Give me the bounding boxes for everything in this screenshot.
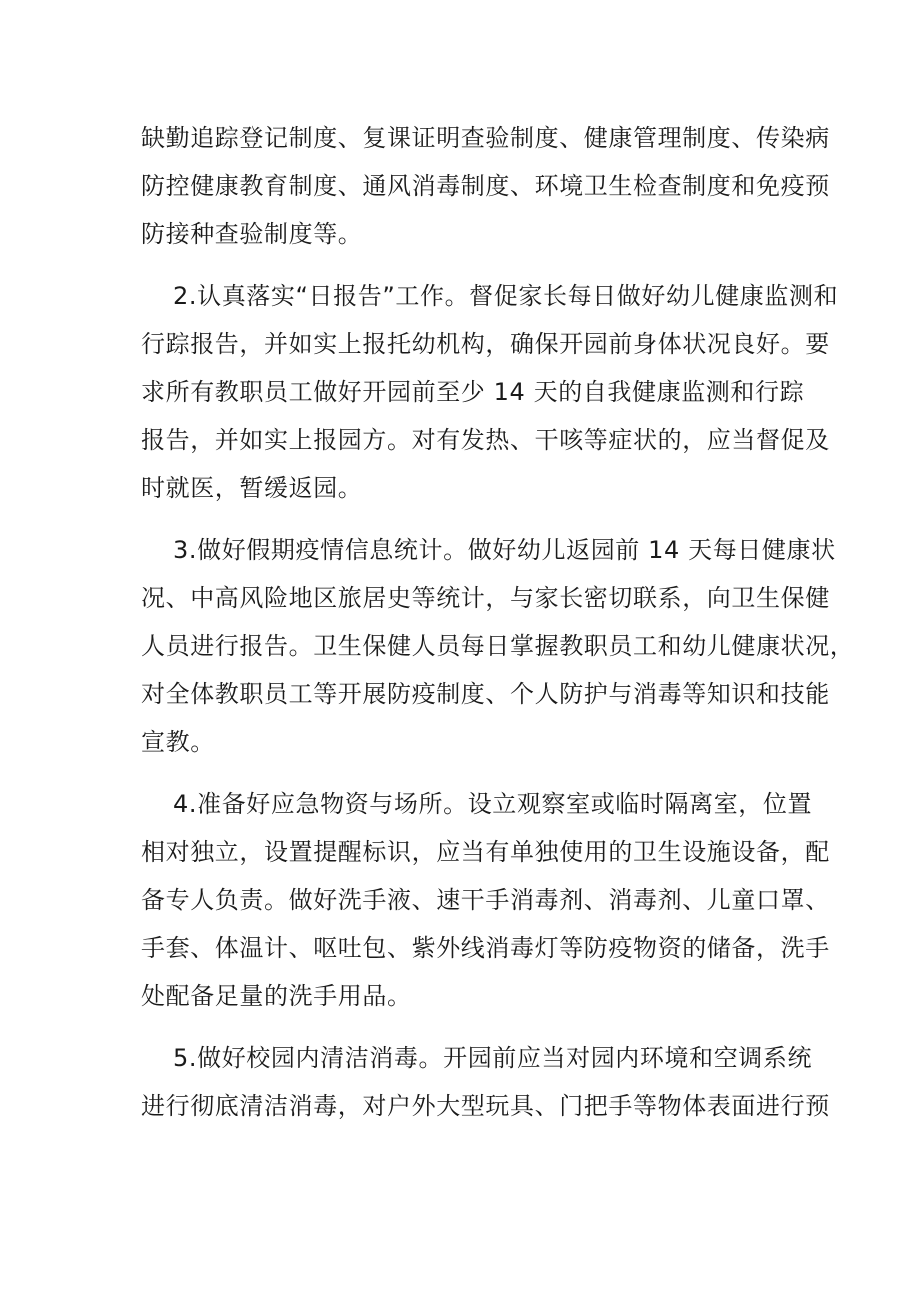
text-line: 进行彻底清洁消毒，对户外大型玩具、门把手等物体表面进行预 [141,1092,830,1120]
text-line: 缺勤追踪登记制度、复课证明查验制度、健康管理制度、传染病 [141,124,830,152]
text-line: 3.做好假期疫情信息统计。做好幼儿返园前 14 天每日健康状 [173,536,836,564]
text-line: 报告，并如实上报园方。对有发热、干咳等症状的，应当督促及 [141,426,830,454]
paragraph-5 [141,1034,830,1130]
text-line: 4.准备好应急物资与场所。设立观察室或临时隔离室，位置 [173,790,813,818]
text-line: 人员进行报告。卫生保健人员每日掌握教职员工和幼儿健康状况， [141,632,855,660]
text-line: 宣教。 [141,728,215,756]
paragraph-1 [141,114,830,258]
text-line: 2.认真落实“日报告”工作。督促家长每日做好幼儿健康监测和 [173,282,839,310]
text-line: 相对独立，设置提醒标识，应当有单独使用的卫生设施设备，配 [141,838,830,866]
text-line: 5.做好校园内清洁消毒。开园前应当对园内环境和空调系统 [173,1044,813,1072]
paragraph-3 [141,526,855,766]
text-line: 手套、体温计、呕吐包、紫外线消毒灯等防疫物资的储备，洗手 [141,934,830,962]
text-line: 况、中高风险地区旅居史等统计，与家长密切联系，向卫生保健 [141,584,830,612]
paragraph-2 [141,272,839,512]
text-line: 时就医，暂缓返园。 [141,474,363,502]
text-line: 处配备足量的洗手用品。 [141,982,412,1010]
text-line: 对全体教职员工等开展防疫制度、个人防护与消毒等知识和技能 [141,680,830,708]
text-line: 防控健康教育制度、通风消毒制度、环境卫生检查制度和免疫预 [141,172,830,200]
text-line: 求所有教职员工做好开园前至少 14 天的自我健康监测和行踪 [141,378,805,406]
text-line: 备专人负责。做好洗手液、速干手消毒剂、消毒剂、儿童口罩、 [141,886,830,914]
text-line: 行踪报告，并如实上报托幼机构，确保开园前身体状况良好。要 [141,330,830,358]
text-line: 防接种查验制度等。 [141,220,363,248]
paragraph-4 [141,780,830,1020]
